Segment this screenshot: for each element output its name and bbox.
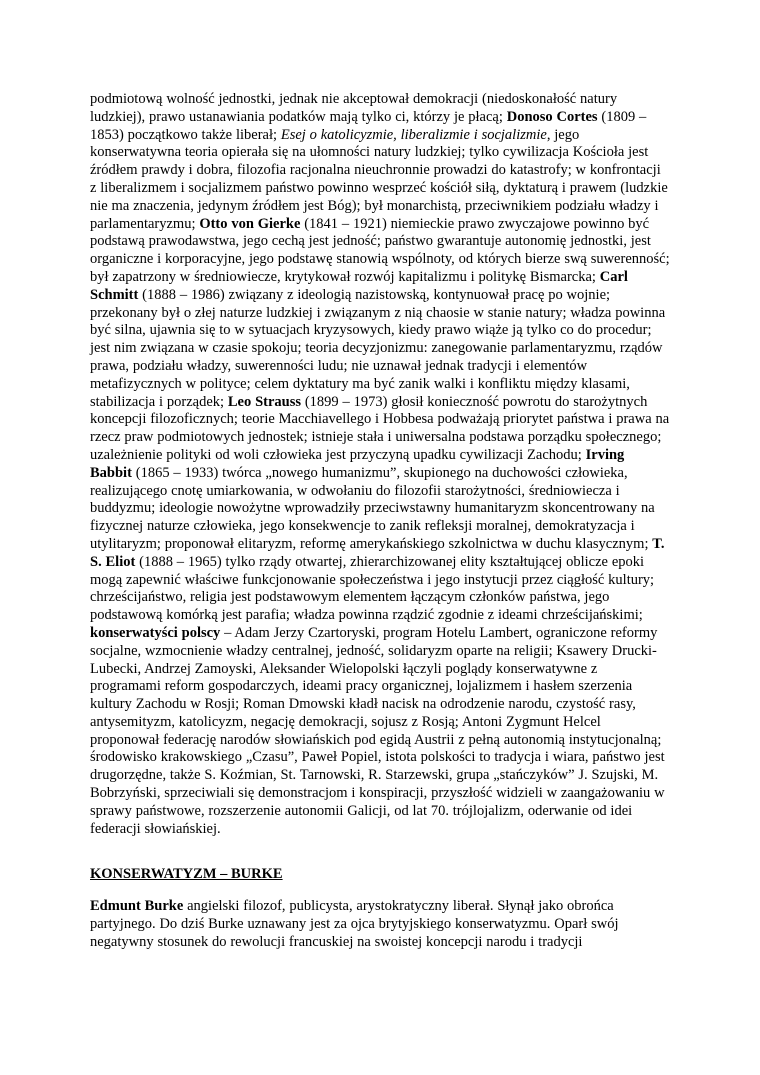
section-heading-konserwatyzm-burke: KONSERWATYZM – BURKE: [90, 866, 283, 883]
paragraph-conservative-thinkers: podmiotową wolność jednostki, jednak nie akceptował demokracji (niedoskonałość natury ludzkiej), prawo ustanawiania podatków mają tylko ci, którzy je płacą; Donoso Cortes (1809 – 1853) początkowo także liberał; Esej o katolicyzmie, liberalizmie i socjalizmie, jego konserwatywna teoria opierała się na ułomności natury ludzkiej; tylko cywilizacja Kościoła jest źródłem prawdy i dobra, filozofia racjonalna nieuchronnie prowadzi do katastrofy; w konfrontacji z liberalizmem i socjalizmem państwo powinno wesprzeć kościół siłą, dyktaturą i prawem (ludzkie nie ma znaczenia, jedynym źródłem jest Bóg); był monarchistą, przeciwnikiem podziału władzy i parlamentaryzmu; Otto von Gierke (1841 – 1921) niemieckie prawo zwyczajowe powinno być podstawą prawodawstwa, jego cechą jest jedność; państwo gwarantuje autonomię jednostki, jest organiczne i korporacyjne, jego podstawę stanowią wspólnoty, od których bierze swą suwerenność; był zapatrzony w średniowiecze, krytykował rozwój kapitalizmu i politykę Bismarcka; Carl Schmitt (1888 – 1986) związany z ideologią nazistowską, kontynuował pracę po wojnie; przekonany był o złej naturze ludzkiej i związanym z nią chaosie w stanie natury; władza powinna być silna, ujawnia się to w sytuacjach kryzysowych, kiedy prawo wiąże ją tylko co do procedur; jest nim związana w czasie spokoju; teoria decyzjonizmu: zanegowanie parlamentaryzmu, rządów prawa, podziału władzy, suwerenności ludu; nie uznawał jednak tradycji i elementów metafizycznych w polityce; celem dyktatury ma być zanik walki i konfliktu między klasami, stabilizacja i porządek; Leo Strauss (1899 – 1973) głosił konieczność powrotu do starożytnych koncepcji filozoficznych; teorie Macchiavellego i Hobbesa podważają priorytet państwa i prawa na rzecz praw podmiotowych jednostek; istnieje stała i uniwersalna podstawa porządku społecznego; uzależnienie polityki od woli człowieka jest przyczyną upadku cywilizacji Zachodu; Irving Babbit (1865 – 1933) twórca „nowego humanizmu”, skupionego na duchowości człowieka, realizującego cnotę umiarkowania, w odwołaniu do filozofii starożytności, średniowiecza i buddyzmu; ideologie nowożytne wprowadziły przeciwstawny humanitaryzm skoncentrowany na fizycznej naturze człowieka, jego konsekwencje to zanik refleksji moralnej, demokratyzacja i utylitaryzm; proponował elitaryzm, reformę amerykańskiego szkolnictwa w duchu klasycznym; T. S. Eliot (1888 – 1965) tylko rządy otwartej, zhierarchizowanej elity kształtującej oblicze epoki mogą zapewnić właściwe funkcjonowanie społeczeństwa i jego instytucji przez ciągłość kultury; chrześcijaństwo, religia jest podstawowym elementem łączącym członków państwa, jego podstawową komórką jest parafia; władza powinna rządzić zgodnie z ideami chrześcijańskimi; konserwatyści polscy – Adam Jerzy Czartoryski, program Hotelu Lambert, ograniczone reformy socjalne, wzmocnienie władzy centralnej, jedność, solidaryzm oparte na religii; Ksawery Drucki-Lubecki, Andrzej Zamoyski, Aleksander Wielopolski łączyli poglądy konserwatywne z programami reform gospodarczych, ideami pracy organicznej, lojalizmem i hasłem szerzenia kultury Zachodu w Rosji; Roman Dmowski kładł nacisk na odrodzenie narodu, czystość rasy, antysemityzm, katolicyzm, negację demokracji, sojusz z Rosją; Antoni Zygmunt Helcel proponował federację narodów słowiańskich pod egidą Austrii z pełną autonomią instytucjonalną; środowisko krakowskiego „Czasu”, Paweł Popiel, istota polskości to tradycja i wiara, państwo jest drugorzędne, także S. Koźmian, St. Tarnowski, R. Starzewski, grupa „stańczyków” J. Szujski, M. Bobrzyński, sprzeciwiali się demonstracjom i konspiracji, przyszłość widzieli w zaangażowaniu w sprawy państwowe, rozszerzenie autonomii Galicji, od lat 70. trójlojalizm, oderwanie od idei federacji słowiańskiej.: [90, 91, 674, 837]
paragraph-edmund-burke: Edmunt Burke angielski filozof, publicysta, arystokratyczny liberał. Słynął jako obrońca partyjnego. Do dziś Burke uznawany jest za ojca brytyjskiego konserwatyzmu. Oparł swój negatywny stosunek do rewolucji francuskiej na swoistej koncepcji narodu i tradycji: [90, 898, 623, 950]
